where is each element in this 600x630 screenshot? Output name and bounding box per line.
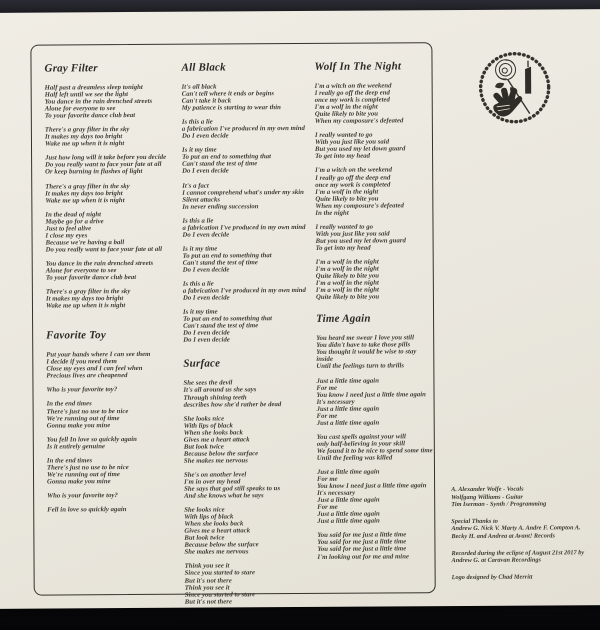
song-title: Favorite Toy [46,329,106,342]
stanza: You heard me swear I love you still You didn't have to take those pills You thought it would be wise to stay inside Until the feelings turn to thrills [316,334,417,371]
stanza: In the end times There's just no use to be nice We're running out of time Gonna make you mine [46,457,129,486]
song-title: Gray Filter [44,62,98,75]
song-section [44,62,184,310]
stanza: In the end times There's just no use to be nice We're running out of time Gonna make you mine [46,400,129,430]
stanza: It's all black Can't tell where it ends or begins Can't take it back My patience is starting to wear thin [181,83,281,112]
stanza: It's a fact I cannot comprehend what's under my skin Silent attacks In never ending succession [182,182,304,211]
stanza: Is it my time To put an end to something that Can't stand the test of time Do I even decide [182,146,272,176]
stanza: I'm a witch on the weekend I really go off the deep end once my work is completed I'm a wolf in the night Quite likely to bite you When my composure's defeated In the night [315,166,404,217]
stanza: In the dead of night Maybe go for a drive Just to feel alive I close my eyes Because we're having a ball Do you really want to face your fate at all [45,210,163,254]
song-section [316,312,436,560]
stanza: Is it my time To put an end to something that Can't stand the test of time Do I even decide Do I even decide [182,308,273,345]
stanza: Just how long will it take before you decide Do you really want to face your fate at all Or keep burning in flashes of light [45,154,167,177]
song-title: Wolf In The Night [314,60,402,73]
stanza: Is this a lie a fabrication I've produced in my own mind Do I even decide [181,118,305,140]
stanza: There's a gray filter in the sky It makes my days too bright Wake me up when it is night [45,288,131,310]
stanza: She's on another level I'm in over my head She says that god still speaks to us And she knows what he says [183,471,281,500]
stanza: She looks nice With lips of black When she looks back Gives me a heart attack But look twice Because below the surface She makes me nervous [184,506,259,557]
song-section [181,61,317,344]
song-title: Time Again [316,312,371,326]
chain-circle-icon [480,53,548,121]
lyrics-column-1 [44,62,185,521]
stanza: Just a little time again For me You know I need just a little time again It's necessary Just a little time again For me Just a little time again Just a little time again [316,468,427,526]
stanza: You dance in the rain drenched streets Alone for everyone to see To your favorite dance club beat [45,259,154,282]
stanza: I really wanted to go With you just like you said But you used my let down guard To get into my head [314,131,406,161]
credit-group: A. Alexander Wolfe - Vocals Wolfgang Williams - Guitar Tim Iserman - Synth / Programming [451,485,547,509]
stanza: She sees the devil It's all around us she says Through shining teeth describes how she'd rather be dead [183,379,282,409]
stanza: Half past a dreamless sleep tonight Half left until we see the light You dance in the rain drenched streets Alone for everyone to see To your favorite dance club beat [44,83,153,120]
stanza: There's a gray filter in the sky It makes my days too bright Wake me up when it is night [44,126,130,148]
stanza: Who is your favorite toy? [47,492,118,500]
lyrics-border-box [30,42,435,606]
song-title: All Black [181,61,226,74]
song-section [183,357,319,605]
candle-icon [525,61,531,94]
credit-group: Recorded during the eclipse of August 21st 2017 by Andrew G. at Caravan Recordings [451,548,585,565]
credit-group: Special Thanks to Andrew G. Nick V. Marty A. Andre F. Compton A. Becky H. and Andrea at Avant! Records [451,517,581,541]
band-logo [472,45,557,130]
stanza: I'm a witch on the weekend I really go off the deep end once my work is completed I'm a wolf in the night Quite likely to bite you When my composure's defeated [314,82,404,126]
stanza: You said for me just a little time You said for me just a little time You said for me just a little time I'm looking out for me and mine [317,531,410,561]
stanza: You fell In love so quickly again Is it entirely genuine [46,435,137,451]
stanza: Who is your favorite toy? [46,386,118,394]
credit-group: Logo designed by Chad Merritt [451,573,533,581]
song-title: Surface [183,357,221,371]
stanza: Just a little time again For me You know I need just a little time again It's necessary Just a little time again For me Just a little time again [316,377,426,427]
lyrics-column-2 [181,61,318,613]
stanza: I'm a wolf in the night I'm a wolf in the night Quite likely to bite you I'm a wolf in the night I'm a wolf in the night Quite likely to bite you [315,258,380,302]
stanza: Fell in love so quickly again [47,506,127,514]
credits-block [451,485,600,590]
stanza: Put your hands where I can see them I decide if you need them Close my eyes and I can feel when Precious lives are cheapened [46,351,151,380]
hand-icon [493,88,522,117]
stanza: Is it my time To put an end to something that Can't stand the test of time Do I even decide [182,245,272,274]
stanza: Think you see it Since you started to stare But it's not there Think you see it Since you started to stare But it's not there [184,562,256,606]
stanza: There's a gray filter in the sky It makes my days too bright Wake me up when it is night [45,182,130,205]
song-section [46,329,185,514]
song-section [314,60,433,301]
stanza: She looks nice With lips of black When she looks back Gives me a heart attack But look twice Because below the surface She makes me nervous [183,415,259,465]
right-margin [444,9,600,606]
lyrics-column-3 [314,60,435,567]
stanza: Is this a lie a fabrication I've produced in my own mind Do I even decide [182,217,306,239]
stanza: I really wanted to go With you just like you said But you used my let down guard To get into my head [315,223,406,252]
stanza: You cast spells against your will only half-believing in your skill We found it to be nice to spend some time Until the feeling was killed [316,433,433,462]
paper-sheet [0,9,600,609]
stanza: Is this a lie a fabrication I've produced in my own mind Do I even decide [182,280,306,302]
